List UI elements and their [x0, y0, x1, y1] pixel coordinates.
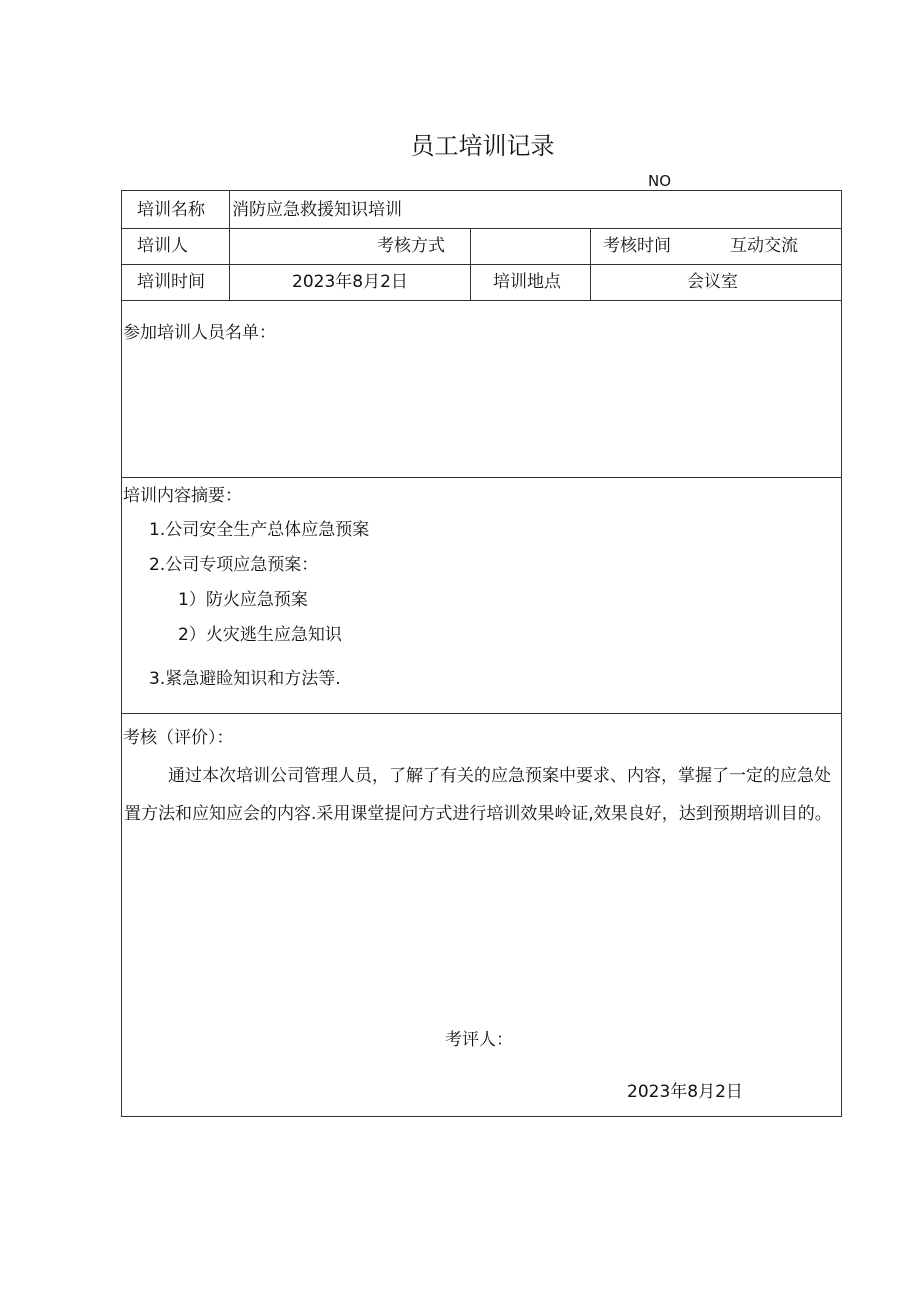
- section-divider: [122, 477, 841, 478]
- trainer-label: 培训人: [137, 236, 188, 256]
- assessment-method-label: 考核方式: [377, 236, 445, 256]
- assessment-time-value[interactable]: 互动交流: [730, 236, 798, 256]
- page-title: 员工培训记录: [410, 132, 555, 160]
- assessment-text: 通过本次培训公司管理人员，了解了有关的应急预案中要求、内容，掌握了一定的应急处置方法和应知应会的内容.采用课堂提问方式进行培训效果岭证,效果良好，达到预期培训目的。: [124, 766, 832, 824]
- content-item: 1.公司安全生产总体应急预案: [149, 520, 370, 540]
- training-place-value[interactable]: 会议室: [687, 272, 738, 292]
- content-item: 2.公司专项应急预案：: [149, 555, 319, 575]
- training-date-value[interactable]: 2023年8月2日: [292, 272, 408, 292]
- participants-label: 参加培训人员名单：: [123, 323, 276, 343]
- assessment-date: 2023年8月2日: [627, 1082, 743, 1102]
- training-place-label: 培训地点: [493, 272, 561, 292]
- content-subitem: 2）火灾逃生应急知识: [178, 625, 342, 645]
- assessment-time-label: 考核时间: [603, 236, 671, 256]
- content-summary-label: 培训内容摘要：: [123, 486, 242, 506]
- column-divider: [590, 228, 591, 300]
- content-subitem: 1）防火应急预案: [178, 590, 308, 610]
- content-item: 3.紧急避睑知识和方法等.: [149, 669, 341, 689]
- reviewer-label: 考评人：: [445, 1030, 513, 1050]
- row-divider: [122, 300, 841, 301]
- training-name-label: 培训名称: [137, 200, 205, 220]
- section-divider: [122, 713, 841, 714]
- column-divider: [470, 228, 471, 300]
- record-number-label: NO: [648, 172, 672, 190]
- assessment-label: 考核（评价）：: [123, 728, 234, 748]
- training-record-form: [121, 190, 842, 1117]
- training-date-label: 培训时间: [137, 272, 205, 292]
- column-divider: [229, 191, 230, 300]
- training-name-value[interactable]: 消防应急救援知识培训: [232, 200, 402, 220]
